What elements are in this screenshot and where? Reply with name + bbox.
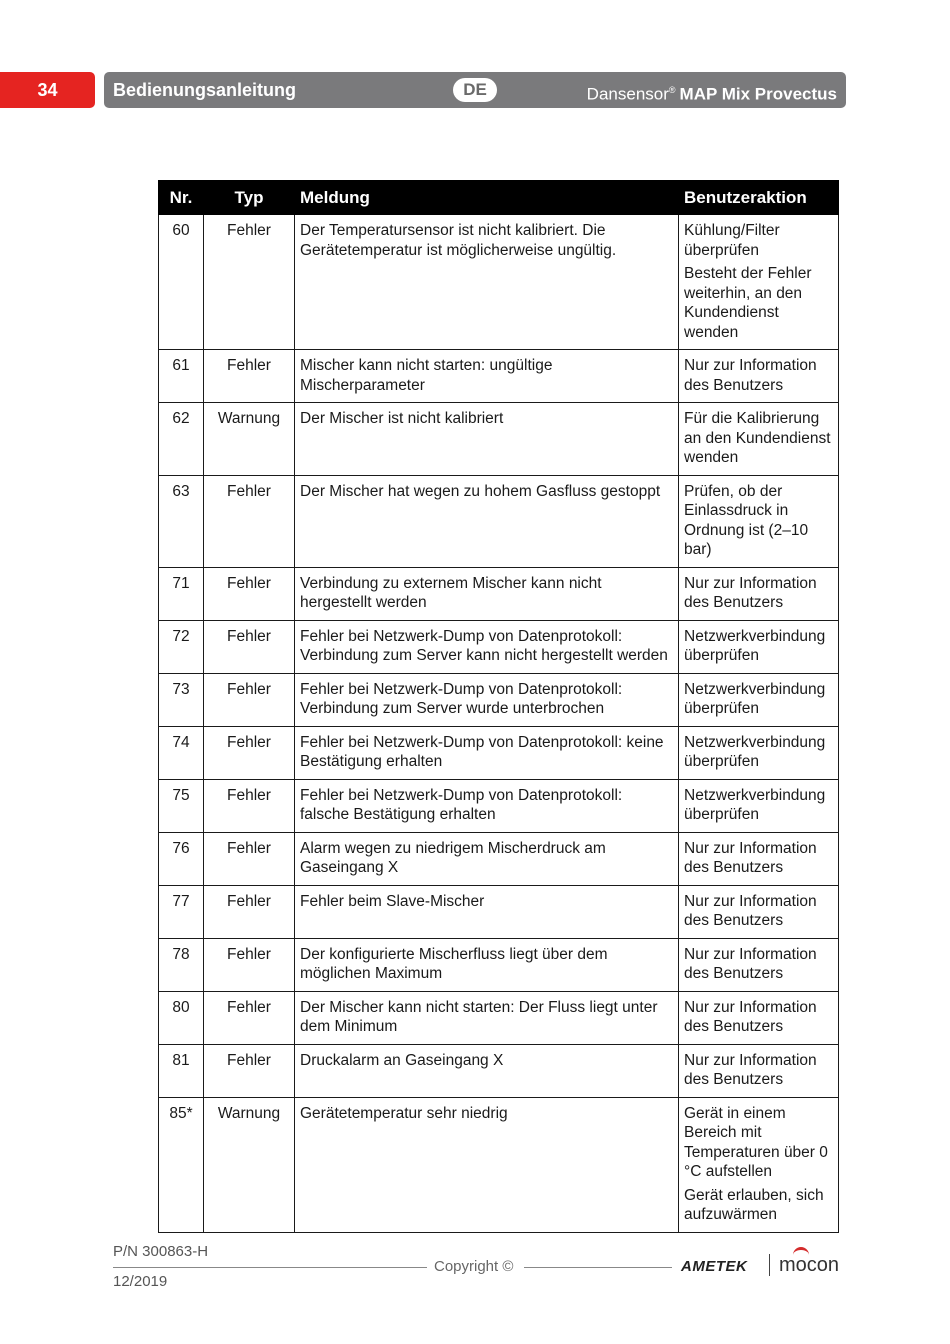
cell-typ: Fehler xyxy=(204,215,295,350)
cell-meldung: Fehler bei Netzwerk-Dump von Datenprotokoll: Verbindung zum Server kann nicht hergestellt werden xyxy=(295,620,679,673)
cell-benutzeraktion xyxy=(679,1097,839,1232)
cell-benutzeraktion xyxy=(679,567,839,620)
table-header-row xyxy=(159,181,839,215)
cell-meldung: Der Mischer ist nicht kalibriert xyxy=(295,403,679,476)
cell-typ: Fehler xyxy=(204,885,295,938)
table-row xyxy=(159,779,839,832)
cell-meldung: Verbindung zu externem Mischer kann nicht hergestellt werden xyxy=(295,567,679,620)
cell-typ: Warnung xyxy=(204,403,295,476)
cell-benutzeraktion xyxy=(679,350,839,403)
cell-benutzeraktion xyxy=(679,1044,839,1097)
action-paragraph: Kühlung/Filter überprüfen xyxy=(684,222,780,259)
cell-benutzeraktion xyxy=(679,215,839,350)
document-title: Bedienungsanleitung xyxy=(113,80,297,100)
footer-divider-left xyxy=(113,1267,427,1268)
cell-nr: 76 xyxy=(159,832,204,885)
table-row xyxy=(159,567,839,620)
cell-nr: 74 xyxy=(159,726,204,779)
table-row xyxy=(159,403,839,476)
table-row xyxy=(159,885,839,938)
cell-nr: 61 xyxy=(159,350,204,403)
action-paragraph: Nur zur Information des Benutzers xyxy=(684,357,817,394)
action-paragraph: Nur zur Information des Benutzers xyxy=(684,839,817,876)
cell-typ: Fehler xyxy=(204,620,295,673)
logo-separator xyxy=(769,1254,770,1276)
action-paragraph: Nur zur Information des Benutzers xyxy=(684,574,817,611)
cell-meldung: Fehler bei Netzwerk-Dump von Datenprotokoll: falsche Bestätigung erhalten xyxy=(295,779,679,832)
brand-name: Dansensor xyxy=(586,84,669,104)
table-row xyxy=(159,938,839,991)
cell-typ: Fehler xyxy=(204,832,295,885)
cell-benutzeraktion xyxy=(679,885,839,938)
action-paragraph: Netzwerkverbindung überprüfen xyxy=(684,786,826,823)
action-paragraph: Für die Kalibrierung an den Kundendienst wenden xyxy=(684,410,831,466)
column-header-nr: Nr. xyxy=(159,181,204,215)
cell-meldung: Der konfigurierte Mischerfluss liegt über dem möglichen Maximum xyxy=(295,938,679,991)
action-paragraph: Netzwerkverbindung überprüfen xyxy=(684,680,826,717)
cell-benutzeraktion xyxy=(679,475,839,567)
page-number: 34 xyxy=(0,72,95,108)
action-paragraph: Nur zur Information des Benutzers xyxy=(684,892,817,929)
action-paragraph: Prüfen, ob der Einlassdruck in Ordnung ist (2–10 bar) xyxy=(684,482,809,558)
table-row xyxy=(159,475,839,567)
action-paragraph: Besteht der Fehler weiterhin, an den Kundendienst wenden xyxy=(684,265,812,341)
cell-typ: Fehler xyxy=(204,567,295,620)
language-badge: DE xyxy=(453,78,497,102)
action-paragraph: Nur zur Information des Benutzers xyxy=(684,998,817,1035)
action-paragraph: Netzwerkverbindung überprüfen xyxy=(684,627,826,664)
table-body xyxy=(159,215,839,1233)
cell-benutzeraktion xyxy=(679,991,839,1044)
header-bar xyxy=(104,72,846,108)
cell-nr: 80 xyxy=(159,991,204,1044)
table-row xyxy=(159,1044,839,1097)
cell-benutzeraktion xyxy=(679,673,839,726)
cell-meldung: Der Mischer kann nicht starten: Der Fluss liegt unter dem Minimum xyxy=(295,991,679,1044)
cell-typ: Fehler xyxy=(204,779,295,832)
copyright-text: Copyright © xyxy=(434,1258,514,1275)
table-row xyxy=(159,832,839,885)
cell-typ: Fehler xyxy=(204,991,295,1044)
ametek-logo: AMETEK xyxy=(681,1258,748,1275)
cell-nr: 81 xyxy=(159,1044,204,1097)
cell-meldung: Mischer kann nicht starten: ungültige Mischerparameter xyxy=(295,350,679,403)
cell-nr: 62 xyxy=(159,403,204,476)
column-header-typ: Typ xyxy=(204,181,295,215)
cell-nr: 63 xyxy=(159,475,204,567)
cell-benutzeraktion xyxy=(679,779,839,832)
cell-nr: 85* xyxy=(159,1097,204,1232)
footer-divider-right xyxy=(524,1267,672,1268)
table-row xyxy=(159,350,839,403)
revision-date: 12/2019 xyxy=(113,1273,168,1290)
table-row xyxy=(159,1097,839,1232)
cell-benutzeraktion xyxy=(679,726,839,779)
column-header-meldung: Meldung xyxy=(295,181,679,215)
cell-meldung: Der Mischer hat wegen zu hohem Gasfluss gestoppt xyxy=(295,475,679,567)
action-paragraph: Gerät erlauben, sich aufzuwärmen xyxy=(684,1186,824,1223)
cell-nr: 75 xyxy=(159,779,204,832)
table-row xyxy=(159,991,839,1044)
cell-nr: 78 xyxy=(159,938,204,991)
cell-meldung: Fehler beim Slave-Mischer xyxy=(295,885,679,938)
cell-typ: Fehler xyxy=(204,350,295,403)
mocon-logo-text: mocon xyxy=(779,1254,840,1276)
cell-nr: 71 xyxy=(159,567,204,620)
cell-nr: 77 xyxy=(159,885,204,938)
action-paragraph: Netzwerkverbindung überprüfen xyxy=(684,733,826,770)
part-number: P/N 300863-H xyxy=(113,1243,209,1260)
table-row xyxy=(159,215,839,350)
cell-benutzeraktion xyxy=(679,620,839,673)
cell-typ: Fehler xyxy=(204,938,295,991)
cell-typ: Fehler xyxy=(204,475,295,567)
cell-typ: Fehler xyxy=(204,1044,295,1097)
action-paragraph: Nur zur Information des Benutzers xyxy=(684,945,817,982)
cell-meldung: Gerätetemperatur sehr niedrig xyxy=(295,1097,679,1232)
cell-nr: 73 xyxy=(159,673,204,726)
cell-typ: Fehler xyxy=(204,673,295,726)
column-header-benutzeraktion: Benutzeraktion xyxy=(679,181,839,215)
cell-meldung: Alarm wegen zu niedrigem Mischerdruck am Gaseingang X xyxy=(295,832,679,885)
table-row xyxy=(159,726,839,779)
cell-nr: 60 xyxy=(159,215,204,350)
table-row xyxy=(159,673,839,726)
cell-meldung: Der Temperatursensor ist nicht kalibriert. Die Gerätetemperatur ist möglicherweise ungültig. xyxy=(295,215,679,350)
cell-typ: Fehler xyxy=(204,726,295,779)
action-paragraph: Gerät in einem Bereich mit Temperaturen über 0 °C aufstellen xyxy=(684,1104,828,1180)
cell-benutzeraktion xyxy=(679,403,839,476)
cell-benutzeraktion xyxy=(679,938,839,991)
error-table xyxy=(158,180,839,1233)
cell-meldung: Fehler bei Netzwerk-Dump von Datenprotokoll: keine Bestätigung erhalten xyxy=(295,726,679,779)
cell-meldung: Druckalarm an Gaseingang X xyxy=(295,1044,679,1097)
mocon-logo-arc-icon xyxy=(793,1247,809,1258)
cell-nr: 72 xyxy=(159,620,204,673)
cell-benutzeraktion xyxy=(679,832,839,885)
product-name xyxy=(587,72,837,113)
registered-mark: ® xyxy=(668,85,676,95)
cell-typ: Warnung xyxy=(204,1097,295,1232)
table-row xyxy=(159,620,839,673)
cell-meldung: Fehler bei Netzwerk-Dump von Datenprotokoll: Verbindung zum Server wurde unterbrochen xyxy=(295,673,679,726)
action-paragraph: Nur zur Information des Benutzers xyxy=(684,1051,817,1088)
model-name: MAP Mix Provectus xyxy=(679,84,837,104)
mocon-logo xyxy=(779,1254,839,1277)
